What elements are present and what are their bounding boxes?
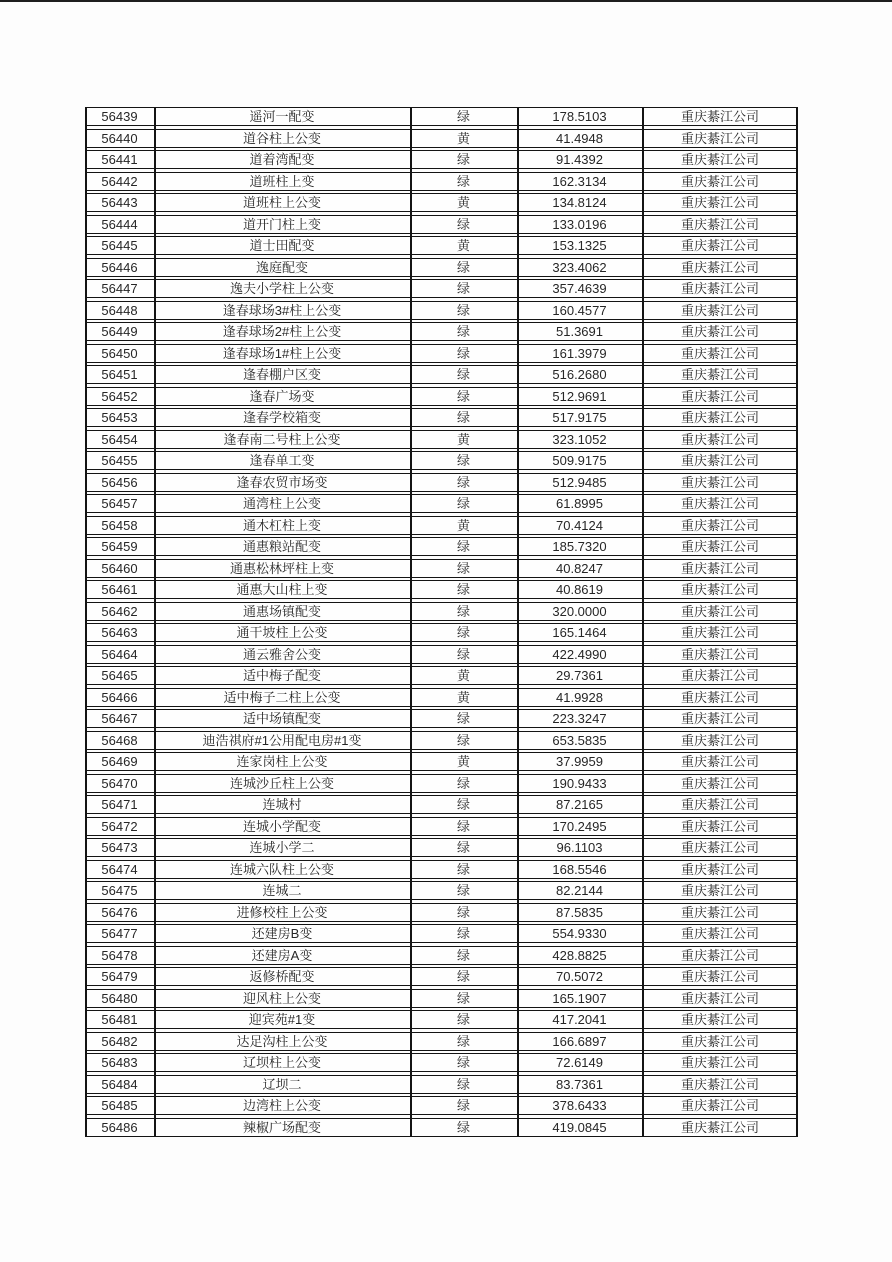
cell-company: 重庆綦江公司	[680, 732, 759, 748]
cell-value: 133.0196	[552, 216, 607, 232]
cell-id: 56476	[101, 904, 138, 920]
cell-status: 绿	[456, 345, 470, 361]
table-row	[85, 150, 798, 169]
table-vertical-gridline	[85, 107, 87, 1137]
cell-status: 绿	[456, 711, 470, 726]
cell-id: 56465	[101, 668, 138, 683]
table-row	[85, 559, 798, 578]
cell-id: 56472	[101, 818, 138, 834]
table-row	[85, 903, 798, 922]
cell-id: 56477	[101, 926, 138, 941]
cell-value: 72.6149	[556, 1055, 603, 1070]
cell-name: 连城小学配变	[242, 818, 321, 834]
table-row	[85, 774, 798, 793]
cell-status: 绿	[456, 926, 470, 941]
cell-id: 56458	[101, 517, 138, 533]
cell-company: 重庆綦江公司	[680, 818, 759, 834]
cell-company: 重庆綦江公司	[680, 947, 759, 963]
cell-value: 170.2495	[552, 818, 607, 834]
table-vertical-gridline	[410, 107, 412, 1137]
cell-status: 绿	[456, 603, 470, 619]
cell-status: 绿	[456, 539, 470, 554]
cell-value: 41.9928	[556, 689, 603, 705]
cell-status: 绿	[456, 560, 470, 576]
cell-company: 重庆綦江公司	[680, 539, 759, 554]
cell-name: 迪浩祺府#1公用配电房#1变	[202, 732, 362, 748]
cell-id: 56485	[101, 1098, 138, 1113]
cell-status: 绿	[456, 646, 470, 662]
cell-id: 56447	[101, 281, 138, 296]
cell-status: 绿	[456, 367, 470, 382]
cell-value: 165.1464	[552, 625, 607, 640]
table-vertical-gridline	[154, 107, 156, 1137]
table-row	[85, 989, 798, 1008]
table-row	[85, 193, 798, 212]
table-row	[85, 645, 798, 664]
cell-value: 417.2041	[552, 1012, 607, 1027]
cell-company: 重庆綦江公司	[680, 152, 759, 167]
cell-name: 逢春球场3#柱上公变	[222, 302, 342, 318]
cell-name: 通惠粮站配变	[242, 539, 321, 554]
cell-value: 512.9691	[552, 388, 607, 404]
cell-name: 适中梅子配变	[242, 668, 321, 683]
cell-id: 56470	[101, 775, 138, 791]
cell-company: 重庆綦江公司	[680, 560, 759, 576]
cell-value: 162.3134	[552, 173, 607, 189]
cell-name: 连城二	[262, 883, 302, 898]
cell-status: 绿	[456, 1033, 470, 1049]
table-row	[85, 881, 798, 900]
cell-id: 56480	[101, 990, 138, 1006]
cell-value: 419.0845	[552, 1119, 607, 1135]
cell-company: 重庆綦江公司	[680, 388, 759, 404]
cell-id: 56479	[101, 969, 138, 984]
cell-status: 绿	[456, 797, 470, 812]
cell-status: 绿	[456, 1098, 470, 1113]
cell-id: 56443	[101, 195, 138, 210]
cell-status: 绿	[456, 904, 470, 920]
cell-value: 653.5835	[552, 732, 607, 748]
table-row	[85, 752, 798, 771]
cell-status: 绿	[456, 496, 470, 511]
cell-company: 重庆綦江公司	[680, 453, 759, 468]
cell-company: 重庆綦江公司	[680, 195, 759, 210]
table-row	[85, 817, 798, 836]
cell-value: 323.4062	[552, 259, 607, 275]
cell-value: 82.2144	[556, 883, 603, 898]
cell-status: 绿	[456, 302, 470, 318]
cell-value: 41.4948	[556, 130, 603, 146]
cell-id: 56468	[101, 732, 138, 748]
cell-id: 56467	[101, 711, 138, 726]
table-row	[85, 1075, 798, 1094]
cell-status: 黄	[456, 754, 470, 769]
cell-company: 重庆綦江公司	[680, 173, 759, 189]
cell-name: 逢春单工变	[249, 453, 315, 468]
table-row	[85, 129, 798, 148]
cell-value: 91.4392	[556, 152, 603, 167]
cell-name: 逢春棚户区变	[242, 367, 321, 382]
cell-name: 逢春球场1#柱上公变	[222, 345, 342, 361]
table-row	[85, 258, 798, 277]
cell-id: 56478	[101, 947, 138, 963]
table-row	[85, 430, 798, 449]
cell-id: 56463	[101, 625, 138, 640]
cell-value: 166.6897	[552, 1033, 607, 1049]
cell-id: 56454	[101, 431, 138, 447]
table-row	[85, 580, 798, 599]
cell-name: 道谷柱上公变	[242, 130, 321, 146]
cell-value: 70.5072	[556, 969, 603, 984]
cell-company: 重庆綦江公司	[680, 1055, 759, 1070]
cell-name: 辽坝柱上公变	[242, 1055, 321, 1070]
table-row	[85, 946, 798, 965]
cell-status: 黄	[456, 238, 470, 253]
cell-company: 重庆綦江公司	[680, 990, 759, 1006]
cell-status: 绿	[456, 818, 470, 834]
cell-company: 重庆綦江公司	[680, 324, 759, 339]
cell-value: 37.9959	[556, 754, 603, 769]
table-vertical-gridline	[642, 107, 644, 1137]
cell-value: 40.8619	[556, 582, 603, 597]
cell-id: 56475	[101, 883, 138, 898]
cell-status: 绿	[456, 625, 470, 640]
cell-id: 56457	[101, 496, 138, 511]
cell-name: 通惠场镇配变	[242, 603, 321, 619]
table-row	[85, 365, 798, 384]
cell-status: 绿	[456, 453, 470, 468]
cell-company: 重庆綦江公司	[680, 517, 759, 533]
cell-id: 56441	[101, 152, 138, 167]
cell-value: 378.6433	[552, 1098, 607, 1113]
cell-company: 重庆綦江公司	[680, 840, 759, 855]
table-row	[85, 1053, 798, 1072]
cell-id: 56445	[101, 238, 138, 253]
cell-company: 重庆綦江公司	[680, 883, 759, 898]
cell-value: 178.5103	[552, 109, 607, 124]
cell-value: 29.7361	[556, 668, 603, 683]
table-row	[85, 623, 798, 642]
cell-id: 56474	[101, 861, 138, 877]
cell-id: 56460	[101, 560, 138, 576]
cell-status: 绿	[456, 324, 470, 339]
cell-company: 重庆綦江公司	[680, 431, 759, 447]
data-table	[85, 107, 798, 1137]
cell-status: 绿	[456, 732, 470, 748]
cell-company: 重庆綦江公司	[680, 281, 759, 296]
table-row	[85, 1010, 798, 1029]
cell-id: 56471	[101, 797, 138, 812]
cell-status: 绿	[456, 947, 470, 963]
cell-company: 重庆綦江公司	[680, 904, 759, 920]
cell-value: 554.9330	[552, 926, 607, 941]
table-row	[85, 537, 798, 556]
cell-company: 重庆綦江公司	[680, 603, 759, 619]
cell-value: 422.4990	[552, 646, 607, 662]
cell-name: 通干坡柱上公变	[236, 625, 328, 640]
cell-id: 56473	[101, 840, 138, 855]
cell-company: 重庆綦江公司	[680, 582, 759, 597]
cell-company: 重庆綦江公司	[680, 969, 759, 984]
cell-name: 逸夫小学柱上公变	[229, 281, 334, 296]
cell-company: 重庆綦江公司	[680, 367, 759, 382]
table-row	[85, 1032, 798, 1051]
cell-name: 连家岗柱上公变	[236, 754, 328, 769]
table-row	[85, 322, 798, 341]
cell-company: 重庆綦江公司	[680, 861, 759, 877]
cell-status: 黄	[456, 195, 470, 210]
cell-company: 重庆綦江公司	[680, 1119, 759, 1135]
cell-value: 160.4577	[552, 302, 607, 318]
table-row	[85, 387, 798, 406]
cell-company: 重庆綦江公司	[680, 1033, 759, 1049]
cell-id: 56453	[101, 410, 138, 425]
cell-status: 绿	[456, 969, 470, 984]
cell-id: 56450	[101, 345, 138, 361]
window-top-edge-line	[0, 0, 892, 2]
table-row	[85, 172, 798, 191]
cell-name: 逸庭配变	[255, 259, 308, 275]
cell-id: 56464	[101, 646, 138, 662]
cell-company: 重庆綦江公司	[680, 474, 759, 490]
cell-id: 56484	[101, 1076, 138, 1092]
cell-status: 黄	[456, 130, 470, 146]
cell-company: 重庆綦江公司	[680, 646, 759, 662]
cell-id: 56481	[101, 1012, 138, 1027]
cell-status: 绿	[456, 281, 470, 296]
cell-value: 165.1907	[552, 990, 607, 1006]
cell-id: 56466	[101, 689, 138, 705]
cell-company: 重庆綦江公司	[680, 711, 759, 726]
cell-name: 迎宾苑#1变	[248, 1012, 316, 1027]
cell-value: 223.3247	[552, 711, 607, 726]
cell-name: 进修校柱上公变	[236, 904, 328, 920]
cell-name: 逢春学校箱变	[242, 410, 321, 425]
cell-status: 绿	[456, 474, 470, 490]
cell-id: 56444	[101, 216, 138, 232]
cell-status: 绿	[456, 259, 470, 275]
cell-value: 323.1052	[552, 431, 607, 447]
table-row	[85, 709, 798, 728]
cell-id: 56442	[101, 173, 138, 189]
cell-status: 绿	[456, 173, 470, 189]
cell-company: 重庆綦江公司	[680, 410, 759, 425]
cell-name: 连城六队柱上公变	[229, 861, 334, 877]
table-row	[85, 516, 798, 535]
cell-name: 适中场镇配变	[242, 711, 321, 726]
cell-value: 153.1325	[552, 238, 607, 253]
cell-value: 96.1103	[556, 840, 603, 855]
table-row	[85, 236, 798, 255]
cell-company: 重庆綦江公司	[680, 345, 759, 361]
cell-status: 绿	[456, 582, 470, 597]
cell-value: 61.8995	[556, 496, 603, 511]
table-row	[85, 408, 798, 427]
table-row	[85, 279, 798, 298]
cell-status: 绿	[456, 990, 470, 1006]
cell-name: 遥河一配变	[249, 109, 315, 124]
table-row	[85, 602, 798, 621]
cell-id: 56439	[101, 109, 138, 124]
table-row	[85, 666, 798, 685]
cell-id: 56486	[101, 1119, 138, 1135]
cell-value: 509.9175	[552, 453, 607, 468]
cell-value: 134.8124	[552, 195, 607, 210]
cell-name: 通惠大山柱上变	[236, 582, 328, 597]
cell-value: 51.3691	[556, 324, 603, 339]
cell-status: 绿	[456, 152, 470, 167]
cell-company: 重庆綦江公司	[680, 109, 759, 124]
cell-name: 道士田配变	[249, 238, 315, 253]
cell-value: 357.4639	[552, 281, 607, 296]
cell-id: 56469	[101, 754, 138, 769]
cell-status: 绿	[456, 775, 470, 791]
cell-name: 逢春广场变	[249, 388, 315, 404]
cell-status: 黄	[456, 668, 470, 683]
cell-company: 重庆綦江公司	[680, 238, 759, 253]
cell-status: 黄	[456, 517, 470, 533]
cell-company: 重庆綦江公司	[680, 797, 759, 812]
cell-company: 重庆綦江公司	[680, 1012, 759, 1027]
cell-status: 绿	[456, 1012, 470, 1027]
cell-name: 辽坝二	[262, 1076, 302, 1092]
cell-company: 重庆綦江公司	[680, 496, 759, 511]
cell-name: 迎风柱上公变	[242, 990, 321, 1006]
cell-name: 通湾柱上公变	[242, 496, 321, 511]
cell-value: 83.7361	[556, 1076, 603, 1092]
table-row	[85, 967, 798, 986]
cell-status: 绿	[456, 109, 470, 124]
cell-name: 连城村	[262, 797, 302, 812]
table-row	[85, 688, 798, 707]
table-row	[85, 860, 798, 879]
cell-id: 56483	[101, 1055, 138, 1070]
cell-value: 517.9175	[552, 410, 607, 425]
cell-status: 绿	[456, 1119, 470, 1135]
cell-company: 重庆綦江公司	[680, 689, 759, 705]
table-row	[85, 838, 798, 857]
cell-company: 重庆綦江公司	[680, 775, 759, 791]
cell-value: 512.9485	[552, 474, 607, 490]
cell-status: 绿	[456, 410, 470, 425]
cell-name: 还建房A变	[251, 947, 313, 963]
cell-name: 边湾柱上公变	[242, 1098, 321, 1113]
cell-value: 161.3979	[552, 345, 607, 361]
table-vertical-gridline	[796, 107, 798, 1137]
table-row	[85, 344, 798, 363]
cell-name: 道班柱上变	[249, 173, 315, 189]
cell-name: 通惠松林坪柱上变	[229, 560, 334, 576]
table-row	[85, 451, 798, 470]
cell-company: 重庆綦江公司	[680, 259, 759, 275]
cell-company: 重庆綦江公司	[680, 926, 759, 941]
cell-id: 56462	[101, 603, 138, 619]
table-row	[85, 1096, 798, 1115]
cell-id: 56461	[101, 582, 138, 597]
cell-id: 56456	[101, 474, 138, 490]
table-body	[85, 107, 798, 1137]
cell-name: 逢春球场2#柱上公变	[222, 324, 342, 339]
cell-name: 连城沙丘柱上公变	[229, 775, 334, 791]
cell-status: 绿	[456, 1076, 470, 1092]
table-row	[85, 107, 798, 126]
cell-company: 重庆綦江公司	[680, 625, 759, 640]
table-row	[85, 731, 798, 750]
cell-company: 重庆綦江公司	[680, 1098, 759, 1113]
cell-value: 40.8247	[556, 560, 603, 576]
cell-company: 重庆綦江公司	[680, 302, 759, 318]
cell-value: 185.7320	[552, 539, 607, 554]
cell-value: 87.2165	[556, 797, 603, 812]
cell-name: 返修桥配变	[249, 969, 315, 984]
cell-name: 还建房B变	[251, 926, 313, 941]
table-row	[85, 924, 798, 943]
cell-value: 516.2680	[552, 367, 607, 382]
cell-name: 道开门柱上变	[242, 216, 321, 232]
cell-value: 87.5835	[556, 904, 603, 920]
cell-value: 320.0000	[552, 603, 607, 619]
cell-id: 56440	[101, 130, 138, 146]
cell-name: 连城小学二	[249, 840, 315, 855]
cell-id: 56482	[101, 1033, 138, 1049]
table-row	[85, 301, 798, 320]
cell-status: 绿	[456, 1055, 470, 1070]
cell-value: 428.8825	[552, 947, 607, 963]
cell-name: 通木杠柱上变	[242, 517, 321, 533]
cell-id: 56459	[101, 539, 138, 554]
cell-company: 重庆綦江公司	[680, 1076, 759, 1092]
cell-company: 重庆綦江公司	[680, 216, 759, 232]
table-row	[85, 1118, 798, 1137]
cell-name: 逢春南二号柱上公变	[223, 431, 341, 447]
cell-name: 辣椒广场配变	[242, 1119, 321, 1135]
cell-company: 重庆綦江公司	[680, 668, 759, 683]
cell-name: 适中梅子二柱上公变	[223, 689, 341, 705]
cell-status: 绿	[456, 840, 470, 855]
cell-status: 绿	[456, 883, 470, 898]
cell-name: 达足沟柱上公变	[236, 1033, 328, 1049]
cell-id: 56448	[101, 302, 138, 318]
cell-status: 绿	[456, 388, 470, 404]
cell-name: 逢春农贸市场变	[236, 474, 328, 490]
table-row	[85, 215, 798, 234]
cell-value: 168.5546	[552, 861, 607, 877]
cell-status: 绿	[456, 861, 470, 877]
cell-id: 56451	[101, 367, 138, 382]
cell-id: 56455	[101, 453, 138, 468]
cell-name: 通云雅舍公变	[242, 646, 321, 662]
cell-company: 重庆綦江公司	[680, 130, 759, 146]
table-row	[85, 494, 798, 513]
table-row	[85, 473, 798, 492]
cell-id: 56446	[101, 259, 138, 275]
cell-value: 190.9433	[552, 775, 607, 791]
table-vertical-gridline	[517, 107, 519, 1137]
cell-status: 黄	[456, 689, 470, 705]
table-row	[85, 795, 798, 814]
cell-status: 绿	[456, 216, 470, 232]
cell-status: 黄	[456, 431, 470, 447]
cell-id: 56449	[101, 324, 138, 339]
cell-value: 70.4124	[556, 517, 603, 533]
cell-id: 56452	[101, 388, 138, 404]
cell-name: 道班柱上公变	[242, 195, 321, 210]
cell-name: 道着湾配变	[249, 152, 315, 167]
cell-company: 重庆綦江公司	[680, 754, 759, 769]
